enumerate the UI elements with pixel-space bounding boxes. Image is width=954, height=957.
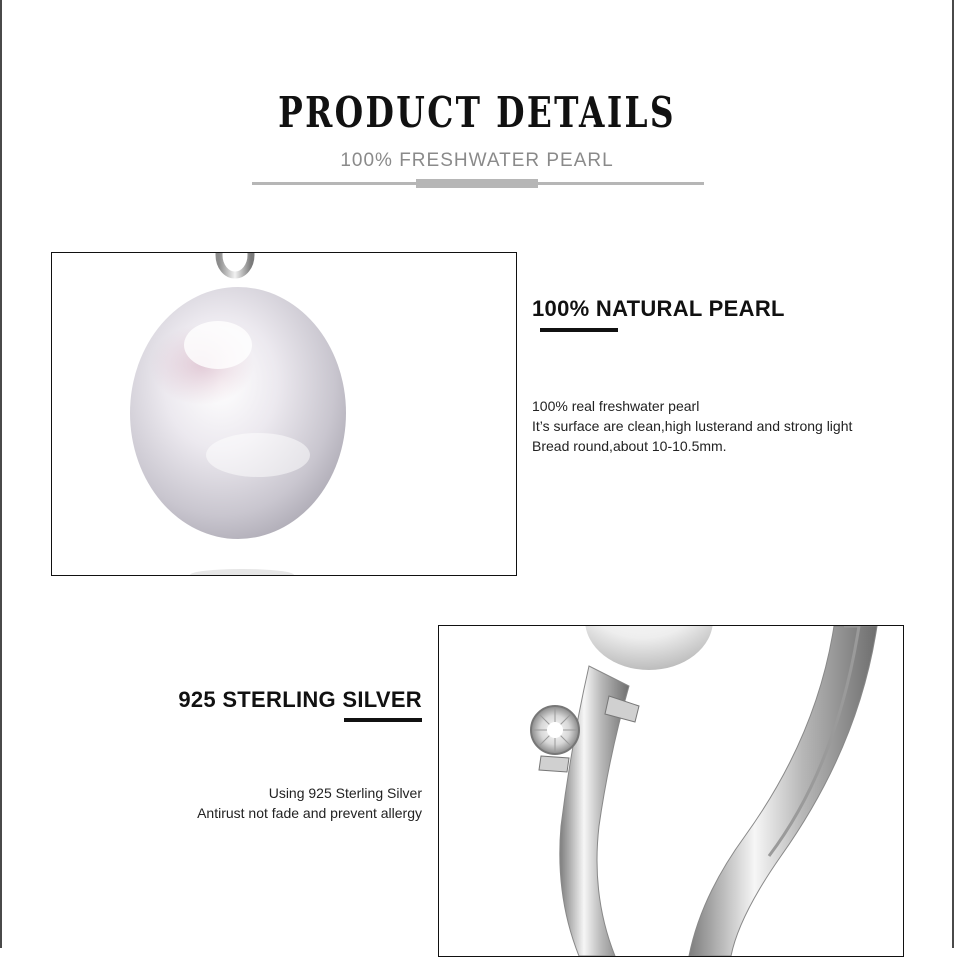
pearl-line-3: Bread round,about 10-10.5mm.	[532, 438, 727, 454]
pearl-illustration	[52, 253, 516, 575]
ring-illustration	[439, 626, 903, 956]
sterling-silver-heading: 925 STERLING SILVER	[178, 687, 422, 712]
pearl-line-1: 100% real freshwater pearl	[532, 398, 700, 414]
natural-pearl-heading: 100% NATURAL PEARL	[532, 296, 785, 321]
page-title: PRODUCT DETAILS	[278, 88, 676, 137]
silver-line-2: Antirust not fade and prevent allergy	[197, 805, 422, 821]
sterling-silver-description	[197, 783, 422, 823]
title-divider-accent	[416, 179, 538, 188]
pearl-image	[51, 252, 517, 576]
silver-line-1: Using 925 Sterling Silver	[268, 785, 422, 801]
natural-pearl-underline	[540, 328, 618, 332]
natural-pearl-description	[532, 396, 852, 456]
sterling-silver-underline	[344, 718, 422, 722]
ring-image	[438, 625, 904, 957]
pearl-line-2: It’s surface are clean,high lusterand and strong light	[532, 418, 853, 434]
left-border	[0, 0, 2, 948]
page-subtitle: 100% FRESHWATER PEARL	[340, 150, 614, 171]
